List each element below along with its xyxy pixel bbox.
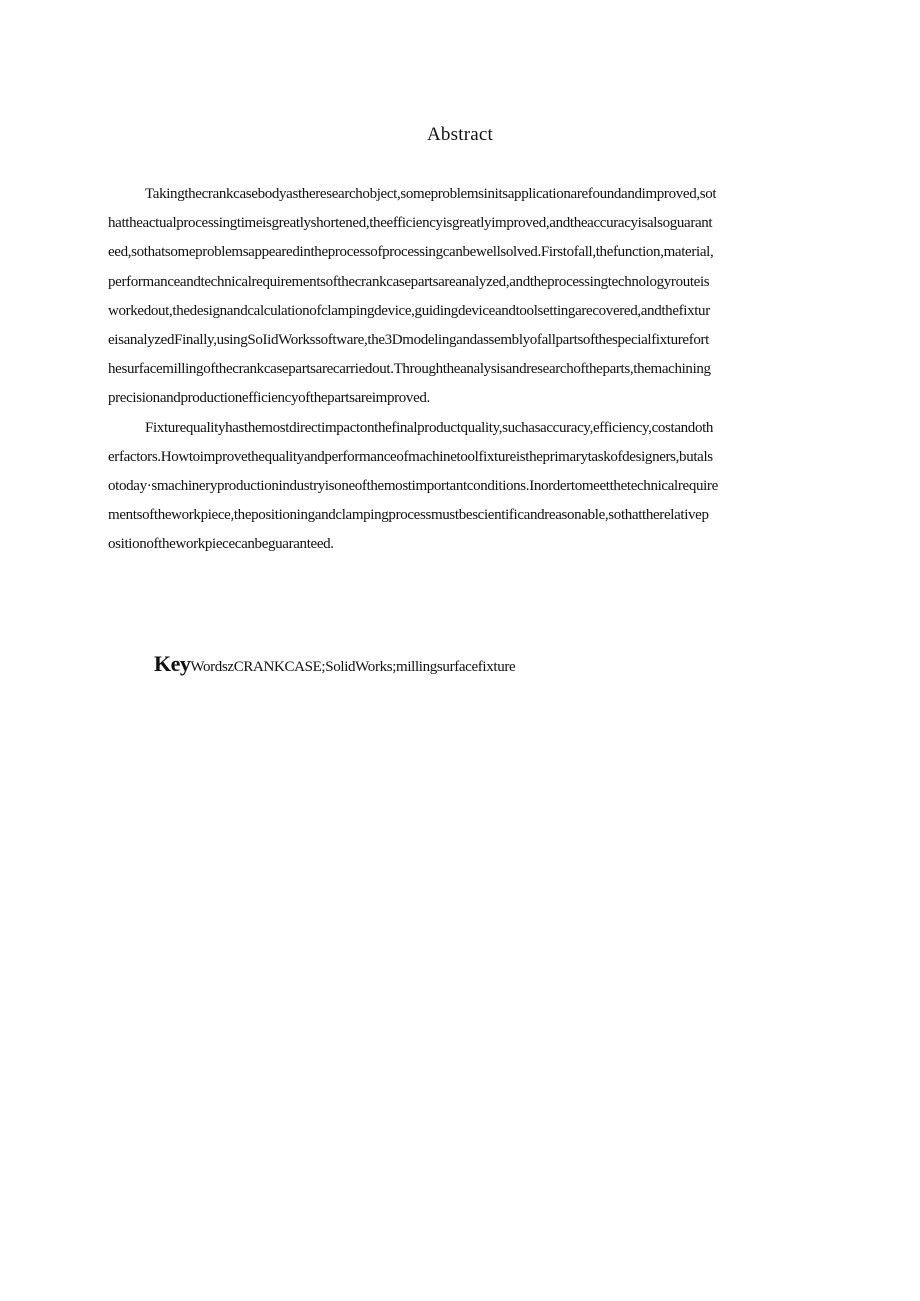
keywords-label: Key [154,651,191,676]
keywords-line [154,651,515,677]
paragraph-1-line: performanceandtechnicalrequirementsofthecrankcasepartsareanalyzed,andtheprocessingtechnologyrouteis [108,273,710,290]
paragraph-2-line: ositionoftheworkpiececanbeguaranteed. [108,536,334,553]
paragraph-2-line: otoday·smachineryproductionindustryisoneofthemostimportantconditions.Inordertomeetthetechnicalrequire [108,478,718,495]
paragraph-1-line: hesurfacemillingofthecrankcasepartsarecarriedout.Throughtheanalysisandresearchoftheparts,themachining [108,361,711,378]
abstract-title: Abstract [427,124,493,145]
paragraph-1-line: hattheactualprocessingtimeisgreatlyshortened,theefficiencyisgreatlyimproved,andtheaccuracyisalsoguarant [108,215,713,232]
paragraph-1-line: eed,sothatsomeproblemsappearedintheprocessofprocessingcanbewellsolved.Firstofall,thefunction,material, [108,244,714,261]
paragraph-2-line: erfactors.Howtoimprovethequalityandperformanceofmachinetoolfixtureistheprimarytaskofdesigners,butals [108,448,713,465]
paragraph-2-line: mentsoftheworkpiece,thepositioningandclampingprocessmustbescientificandreasonable,sothattherelativep [108,507,709,524]
abstract-body [108,180,836,560]
paragraph-1-line: precisionandproductionefficiencyofthepartsareimproved. [108,390,430,407]
paragraph-1-line: eisanalyzedFinally,usingSoIidWorkssoftware,the3Dmodelingandassemblyofallpartsofthespecialfixturefort [108,332,709,349]
paragraph-1-line: Takingthecrankcasebodyastheresearchobject,someproblemsinitsapplicationarefoundandimproved,sot [145,186,717,202]
keywords-text: WordszCRANKCASE;SolidWorks;millingsurfacefixture [190,659,516,675]
paragraph-2-line: Fixturequalityhasthemostdirectimpactonthefinalproductquality,suchasaccuracy,efficiency,costandoth [145,419,714,436]
paragraph-1-line: workedout,thedesignandcalculationofclampingdevice,guidingdeviceandtoolsettingarecovered,andthefixtur [108,302,710,319]
